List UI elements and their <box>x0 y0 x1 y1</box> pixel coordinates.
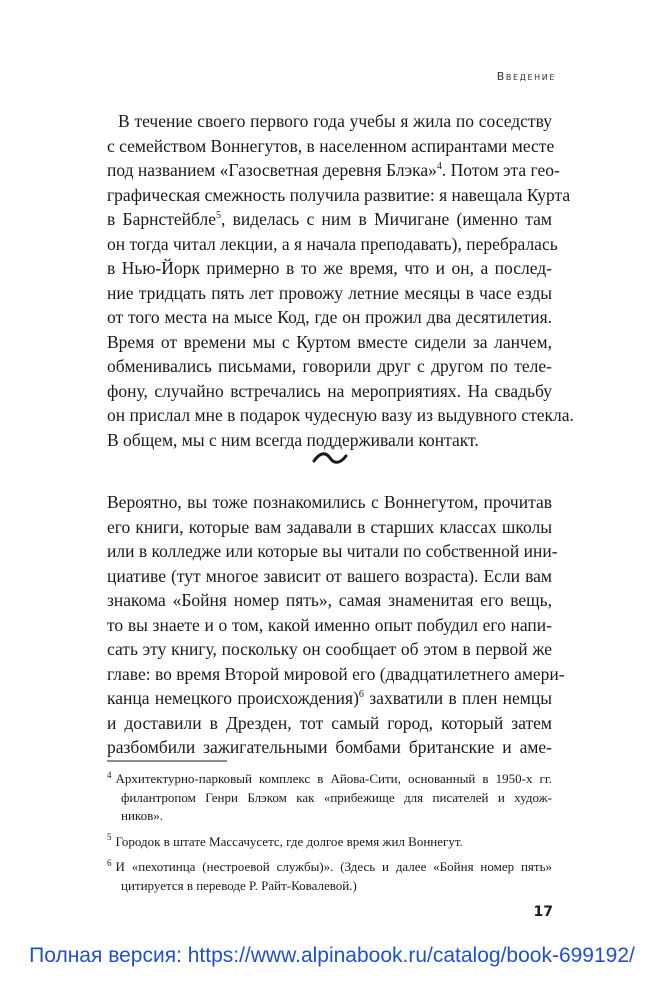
text-line: сать эту книгу, поскольку он сообщает об этом в первой же <box>107 639 552 659</box>
running-head: Введение <box>496 70 556 83</box>
text-line <box>107 686 552 711</box>
text-line <box>107 158 560 183</box>
text-line: то вы знаете и о том, какой именно опыт побудил его напи- <box>107 614 552 635</box>
text-line: он прислал мне в подарок чудесную вазу из выдувного стекла. <box>107 405 574 425</box>
footnote-line <box>107 770 552 789</box>
text-line: знакома «Бойня номер пять», самая знаменитая его вещь, <box>107 590 552 610</box>
full-version-link[interactable]: Полная версия: https://www.alpinabook.ru/catalog/book-699192/ <box>29 944 635 967</box>
text-line: графическая смежность получила развитие: я навещала Курта <box>107 184 571 205</box>
footnote-ref-5[interactable]: 5 <box>215 210 221 222</box>
footnote-line: ников». <box>121 808 163 823</box>
text-line: с семейством Воннегутов, в населенном аспирантами месте <box>107 135 555 156</box>
footnote-4 <box>107 770 552 826</box>
text-line: фону, случайно встречались на мероприятиях. На свадьбу <box>107 380 552 401</box>
text-line: обменивались письмами, говорили друг с другом по теле- <box>107 356 552 376</box>
text-line: Вероятно, вы тоже познакомились с Воннегутом, прочитав <box>107 492 552 512</box>
text-line: ние тридцать пять лет провожу летние месяцы в часе езды <box>107 282 552 303</box>
text-line: циативе (тут многое зависит от вашего возраста). Если вам <box>107 565 552 586</box>
footnote-6 <box>107 858 552 895</box>
footnote-ref-4[interactable]: 4 <box>436 161 442 173</box>
text-line: В течение своего первого года учебы я жила по соседству <box>118 111 552 131</box>
text-fragment: . Потом эта гео- <box>441 160 560 180</box>
text-line: главе: во время Второй мировой его (двадцатилетнего амери- <box>107 663 565 684</box>
text-line: в Нью-Йорк примерно в то же время, что и он, а послед- <box>107 258 552 278</box>
text-fragment: канца немецкого происхождения) <box>107 688 359 708</box>
text-line: Время от времени мы с Куртом вместе сидели за ланчем, <box>107 331 552 352</box>
page-number: 17 <box>533 904 553 920</box>
footnote-marker: 4 <box>107 769 112 780</box>
paragraph-2 <box>107 490 565 760</box>
footnote-text: Городок в штате Массачусетс, где долгое время жил Воннегут. <box>115 833 463 849</box>
text-line: В общем, мы с ним всегда поддерживали контакт. <box>107 429 479 450</box>
text-line: разбомбили зажигательными бомбами британские и аме- <box>107 737 552 757</box>
footnote-line: цитируется в переводе Р. Райт-Ковалевой.) <box>121 877 357 893</box>
footnotes <box>107 770 552 902</box>
footnote-text: Архитектурно-парковый комплекс в Айова-Сити, основанный в 1950-х гг. <box>115 771 552 786</box>
paragraph-1 <box>107 109 574 452</box>
text-line: его книги, которые вам задавали в старших классах школы <box>107 516 552 537</box>
text-line <box>107 207 552 232</box>
footnote-marker: 5 <box>107 832 112 843</box>
text-fragment: захватили в плен немцы <box>363 688 552 708</box>
text-line: и доставили в Дрезден, тот самый город, который затем <box>107 712 552 733</box>
text-line: или в колледже или которые вы читали по собственной ини- <box>107 541 558 561</box>
footnote-ref-6[interactable]: 6 <box>358 689 364 701</box>
footnote-line <box>107 833 552 852</box>
footnote-5 <box>107 833 552 852</box>
footnote-marker: 6 <box>107 857 112 868</box>
footnote-text: И «пехотинца (нестроевой службы)». (Здесь и далее «Бойня номер пять» <box>115 859 552 874</box>
tilde-ornament-icon <box>310 448 350 468</box>
text-fragment: в Барнстейбле <box>107 209 216 229</box>
text-fragment: под названием «Газосветная деревня Блэка» <box>107 160 437 180</box>
text-line: от того места на мысе Код, где он прожил два десятилетия. <box>107 307 552 327</box>
text-line: он тогда читал лекции, а я начала преподавать), перебралась <box>107 233 558 254</box>
footnote-line <box>107 858 552 877</box>
text-fragment: , виделась с ним в Мичигане (именно там <box>220 209 552 229</box>
footnote-divider <box>107 760 227 762</box>
footnote-line: филантропом Генри Блэком как «прибежище для писателей и худож- <box>121 789 552 805</box>
